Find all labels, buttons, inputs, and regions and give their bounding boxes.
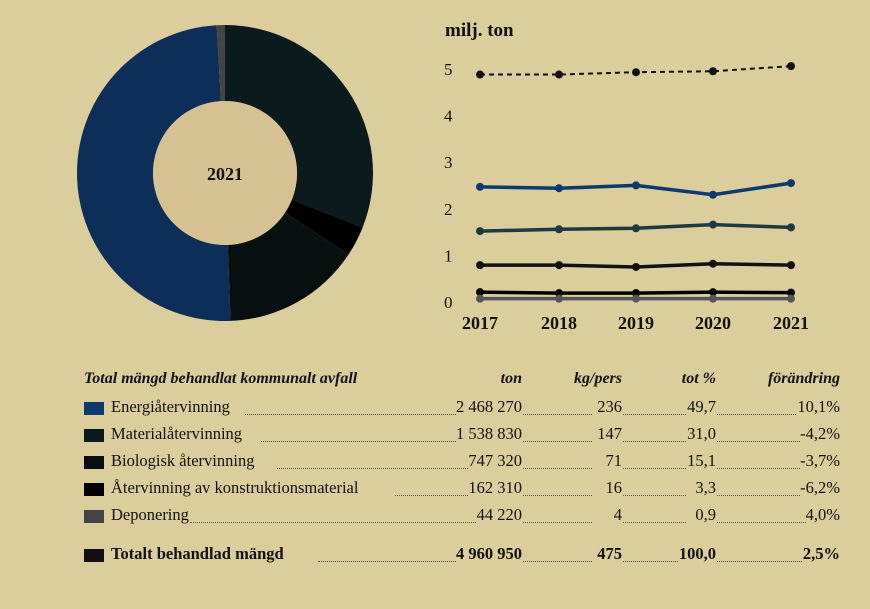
cell-change: -3,7% — [800, 451, 840, 470]
series-2-point — [787, 179, 795, 187]
series-2-point — [476, 183, 484, 191]
series-3-point — [787, 223, 795, 231]
dot-leader — [520, 441, 592, 442]
series-4-point — [476, 261, 484, 269]
series-1-point — [555, 71, 563, 79]
cell-change: 2,5% — [802, 544, 840, 563]
row-label: Biologisk återvinning — [111, 451, 255, 470]
cell-kg: 71 — [605, 451, 622, 470]
series-2-point — [555, 184, 563, 192]
row-label: Materialåtervinning — [111, 424, 243, 443]
cell-ton: 1 538 830 — [456, 424, 522, 443]
row-label: Deponering — [111, 505, 189, 524]
dot-leader — [620, 561, 686, 562]
row-label: Energiåtervinning — [111, 397, 230, 416]
series-4-point — [555, 261, 563, 269]
cell-pct: 49,7 — [687, 397, 716, 416]
series-6-point — [555, 295, 563, 303]
dot-leader — [520, 561, 592, 562]
series-3-point — [709, 221, 717, 229]
cell-change: -6,2% — [800, 478, 840, 497]
header-kg: kg/pers — [574, 370, 622, 387]
series-2-point — [709, 191, 717, 199]
y-tick-label: 2 — [444, 199, 453, 219]
x-tick-label: 2020 — [695, 313, 731, 333]
dot-leader — [190, 522, 522, 523]
y-tick-label: 5 — [444, 60, 453, 79]
dot-leader — [620, 468, 686, 469]
cell-change: -4,2% — [800, 424, 840, 443]
dot-leader — [714, 441, 810, 442]
table-row — [84, 476, 840, 503]
legend-swatch — [84, 402, 104, 415]
x-tick-label: 2019 — [618, 313, 654, 333]
dot-leader — [520, 522, 592, 523]
total-row — [84, 542, 840, 569]
series-1-point — [787, 62, 795, 70]
dot-leader — [714, 468, 810, 469]
legend-swatch — [84, 510, 104, 523]
summary-table — [84, 368, 840, 569]
dot-leader — [620, 495, 686, 496]
dot-leader — [620, 441, 686, 442]
series-1-point — [476, 71, 484, 79]
cell-kg: 147 — [597, 424, 622, 443]
cell-change: 4,0% — [805, 505, 840, 524]
dot-leader — [714, 414, 810, 415]
line-chart — [430, 10, 850, 340]
cell-pct: 0,9 — [695, 505, 716, 524]
cell-pct: 3,3 — [695, 478, 716, 497]
series-6-point — [632, 295, 640, 303]
series-3-point — [555, 225, 563, 233]
cell-kg: 475 — [597, 544, 622, 563]
cell-pct: 31,0 — [687, 424, 716, 443]
series-4-point — [787, 261, 795, 269]
dot-leader — [620, 414, 686, 415]
legend-swatch — [84, 483, 104, 496]
dot-leader — [714, 495, 810, 496]
x-tick-label: 2017 — [462, 313, 498, 333]
y-axis-label: milj. ton — [445, 20, 514, 41]
cell-pct: 100,0 — [678, 544, 716, 563]
legend-swatch — [84, 456, 104, 469]
series-6-point — [709, 295, 717, 303]
y-tick-label: 3 — [444, 153, 453, 173]
series-3-point — [476, 227, 484, 235]
y-tick-label: 0 — [444, 293, 453, 312]
header-title: Total mängd behandlat kommunalt avfall — [84, 370, 358, 387]
series-2-point — [632, 181, 640, 189]
cell-ton: 4 960 950 — [456, 544, 522, 563]
cell-ton: 747 320 — [468, 451, 522, 470]
dot-leader — [520, 414, 592, 415]
cell-kg: 4 — [613, 505, 622, 524]
dot-leader — [714, 561, 810, 562]
header-pct: tot % — [681, 370, 716, 387]
table-row — [84, 422, 840, 449]
table-header — [84, 368, 840, 395]
series-1-point — [632, 68, 640, 76]
cell-ton: 2 468 270 — [456, 397, 522, 416]
donut-chart — [70, 20, 380, 330]
y-tick-label: 1 — [444, 246, 453, 266]
dot-leader — [620, 522, 686, 523]
cell-ton: 162 310 — [468, 478, 522, 497]
header-change: förändring — [767, 370, 840, 387]
dot-leader — [520, 468, 592, 469]
cell-pct: 15,1 — [687, 451, 716, 470]
series-4-point — [709, 260, 717, 268]
y-tick-label: 4 — [444, 106, 453, 126]
donut-center-label: 2021 — [207, 164, 243, 184]
cell-kg: 236 — [597, 397, 622, 416]
cell-change: 10,1% — [797, 397, 840, 416]
legend-swatch — [84, 429, 104, 442]
dot-leader — [714, 522, 810, 523]
series-4-point — [632, 263, 640, 271]
legend-swatch — [84, 549, 104, 562]
header-ton: ton — [500, 370, 522, 387]
x-tick-label: 2018 — [541, 313, 577, 333]
dot-leader — [520, 495, 592, 496]
x-tick-label: 2021 — [773, 313, 809, 333]
table-row — [84, 449, 840, 476]
series-6-point — [476, 295, 484, 303]
table-row — [84, 395, 840, 422]
table-row — [84, 503, 840, 530]
row-label: Totalt behandlad mängd — [111, 544, 284, 563]
cell-ton: 44 220 — [476, 505, 522, 524]
cell-kg: 16 — [605, 478, 622, 497]
series-3-point — [632, 224, 640, 232]
series-1-point — [709, 67, 717, 75]
row-label: Återvinning av konstruktionsmaterial — [111, 478, 359, 497]
series-6-point — [787, 295, 795, 303]
